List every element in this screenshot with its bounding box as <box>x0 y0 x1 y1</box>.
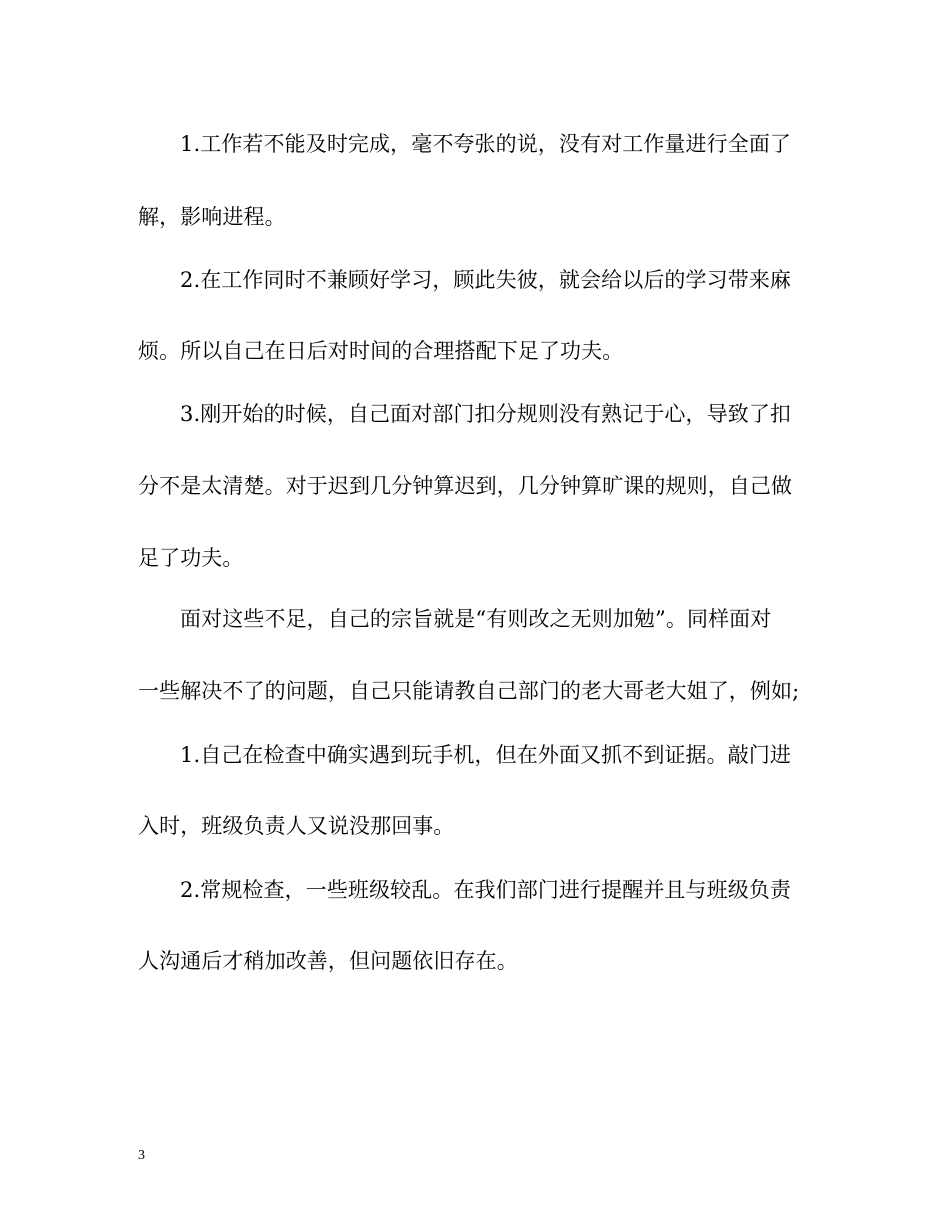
text-line: 足了功夫。 <box>138 546 244 570</box>
text-line: 人沟通后才稍加改善，但问题依旧存在。 <box>138 949 518 973</box>
text-line: 入时，班级负责人又说没那回事。 <box>138 814 455 838</box>
text-line: 一些解决不了的问题，自己只能请教自己部门的老大哥老大姐了，例如; <box>138 679 800 703</box>
text-line: 2.在工作同时不兼顾好学习，顾此失彼，就会给以后的学习带来麻 <box>180 268 792 292</box>
text-line: 面对这些不足，自己的宗旨就是“有则改之无则加勉”。同样面对 <box>180 607 772 631</box>
text-line: 2.常规检查，一些班级较乱。在我们部门进行提醒并且与班级负责 <box>180 878 792 902</box>
text-line: 1.自己在检查中确实遇到玩手机，但在外面又抓不到证据。敲门进 <box>180 743 792 767</box>
text-line: 3.刚开始的时候，自己面对部门扣分规则没有熟记于心，导致了扣 <box>180 402 792 426</box>
page-number: 3 <box>138 1148 145 1163</box>
text-line: 分不是太清楚。对于迟到几分钟算迟到，几分钟算旷课的规则，自己做 <box>138 474 793 498</box>
text-line: 烦。所以自己在日后对时间的合理搭配下足了功夫。 <box>138 339 624 363</box>
text-line: 解，影响进程。 <box>138 205 286 229</box>
text-line: 1.工作若不能及时完成，毫不夸张的说，没有对工作量进行全面了 <box>180 132 792 156</box>
